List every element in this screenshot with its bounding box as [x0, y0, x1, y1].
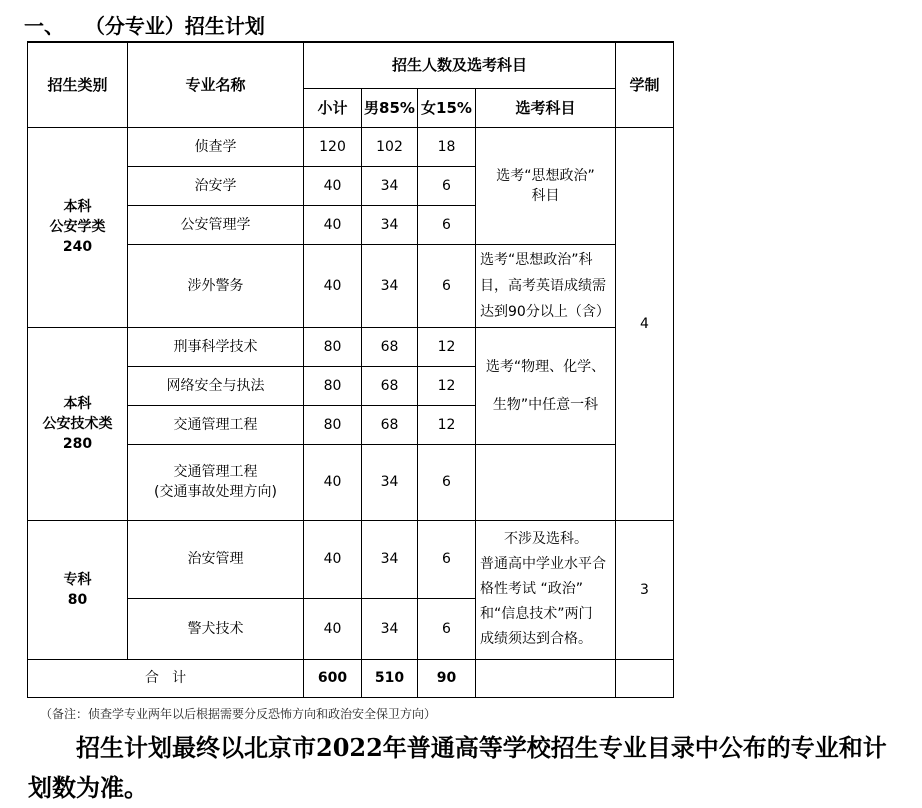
- female-value: 6: [418, 244, 476, 327]
- duration-college: 3: [616, 520, 674, 659]
- header-category: 招生类别: [28, 42, 128, 127]
- header-enroll-group: 招生人数及选考科目: [304, 42, 616, 88]
- female-value: 6: [418, 444, 476, 520]
- male-value: 34: [362, 520, 418, 598]
- major-name: 网络安全与执法: [128, 366, 304, 405]
- male-value: 34: [362, 205, 418, 244]
- major-name: 涉外警务: [128, 244, 304, 327]
- total-subject-empty: [476, 659, 616, 697]
- subject-note: [476, 127, 616, 244]
- major-name: 治安管理: [128, 520, 304, 598]
- subject-line: 不涉及选科。: [504, 531, 588, 547]
- subtotal-value: 40: [304, 166, 362, 205]
- subject-line: 科目: [531, 187, 560, 204]
- total-subtotal: 600: [304, 659, 362, 697]
- header-major: 专业名称: [128, 42, 304, 127]
- category-line: 本科: [63, 199, 92, 215]
- female-value: 6: [418, 166, 476, 205]
- subject-note: [476, 520, 616, 659]
- major-name: 刑事科学技术: [128, 327, 304, 366]
- category-line: 280: [62, 435, 93, 452]
- major-name: 治安学: [128, 166, 304, 205]
- subject-line: 普通高中学业水平合: [480, 556, 606, 572]
- category-cell: [28, 127, 128, 327]
- female-value: 6: [418, 205, 476, 244]
- header-male: 男85%: [362, 88, 418, 127]
- category-cell: [28, 327, 128, 520]
- male-value: 68: [362, 366, 418, 405]
- subject-line: 格性考试 “政治”: [480, 581, 583, 597]
- subject-note: [476, 327, 616, 444]
- subject-line: 生物”中任意一科: [492, 396, 599, 413]
- male-value: 68: [362, 327, 418, 366]
- subtotal-value: 40: [304, 598, 362, 659]
- category-line: 公安技术类: [42, 415, 113, 432]
- header-subjects: 选考科目: [476, 88, 616, 127]
- subject-note: [476, 244, 616, 327]
- female-value: 12: [418, 405, 476, 444]
- header-duration: 学制: [616, 42, 674, 127]
- male-value: 34: [362, 598, 418, 659]
- subject-line: 选考“物理、化学、: [485, 358, 606, 375]
- duration-bachelor: 4: [616, 127, 674, 520]
- category-line: 本科: [63, 395, 92, 412]
- female-value: 6: [418, 598, 476, 659]
- footnote: （备注：侦查学专业两年以后根据需要分反恐怖方向和政治安全保卫方向）: [40, 707, 437, 721]
- subject-line: 选考“思想政治”: [496, 167, 595, 184]
- major-name: [128, 444, 304, 520]
- female-value: 6: [418, 520, 476, 598]
- female-value: 18: [418, 127, 476, 166]
- major-name: 公安管理学: [128, 205, 304, 244]
- major-line: (交通事故处理方向): [154, 484, 277, 500]
- subject-line: 目，高考英语成绩需: [480, 277, 606, 294]
- male-value: 34: [362, 244, 418, 327]
- male-value: 34: [362, 166, 418, 205]
- major-line: 交通管理工程: [173, 464, 258, 480]
- male-value: 68: [362, 405, 418, 444]
- category-line: 专科: [63, 571, 92, 588]
- section-heading: 一、 （分专业）招生计划: [24, 14, 265, 38]
- subject-line: 达到90分以上（含）: [480, 303, 610, 320]
- major-name: 警犬技术: [128, 598, 304, 659]
- subtotal-value: 40: [304, 444, 362, 520]
- total-label: 合 计: [28, 659, 304, 697]
- subtotal-value: 40: [304, 520, 362, 598]
- total-male: 510: [362, 659, 418, 697]
- subtotal-value: 80: [304, 366, 362, 405]
- category-cell: [28, 520, 128, 659]
- subtotal-value: 40: [304, 205, 362, 244]
- category-line: 80: [67, 591, 88, 608]
- subject-line: 选考“思想政治”科: [480, 251, 593, 268]
- header-subtotal: 小计: [304, 88, 362, 127]
- subtotal-value: 80: [304, 405, 362, 444]
- total-female: 90: [418, 659, 476, 697]
- final-statement: 招生计划最终以北京市2022年普通高等学校招生专业目录中公布的专业和计划数为准。: [28, 733, 887, 802]
- subtotal-value: 120: [304, 127, 362, 166]
- header-female: 女15%: [418, 88, 476, 127]
- male-value: 34: [362, 444, 418, 520]
- major-name: 侦查学: [128, 127, 304, 166]
- female-value: 12: [418, 366, 476, 405]
- male-value: 102: [362, 127, 418, 166]
- female-value: 12: [418, 327, 476, 366]
- subtotal-value: 40: [304, 244, 362, 327]
- total-duration-empty: [616, 659, 674, 697]
- subject-line: 成绩须达到合格。: [480, 631, 592, 647]
- major-name: 交通管理工程: [128, 405, 304, 444]
- subtotal-value: 80: [304, 327, 362, 366]
- subject-line: 和“信息技术”两门: [480, 606, 593, 622]
- category-line: 240: [62, 239, 93, 255]
- category-line: 公安学类: [49, 219, 106, 235]
- enrollment-plan-table: [27, 41, 674, 698]
